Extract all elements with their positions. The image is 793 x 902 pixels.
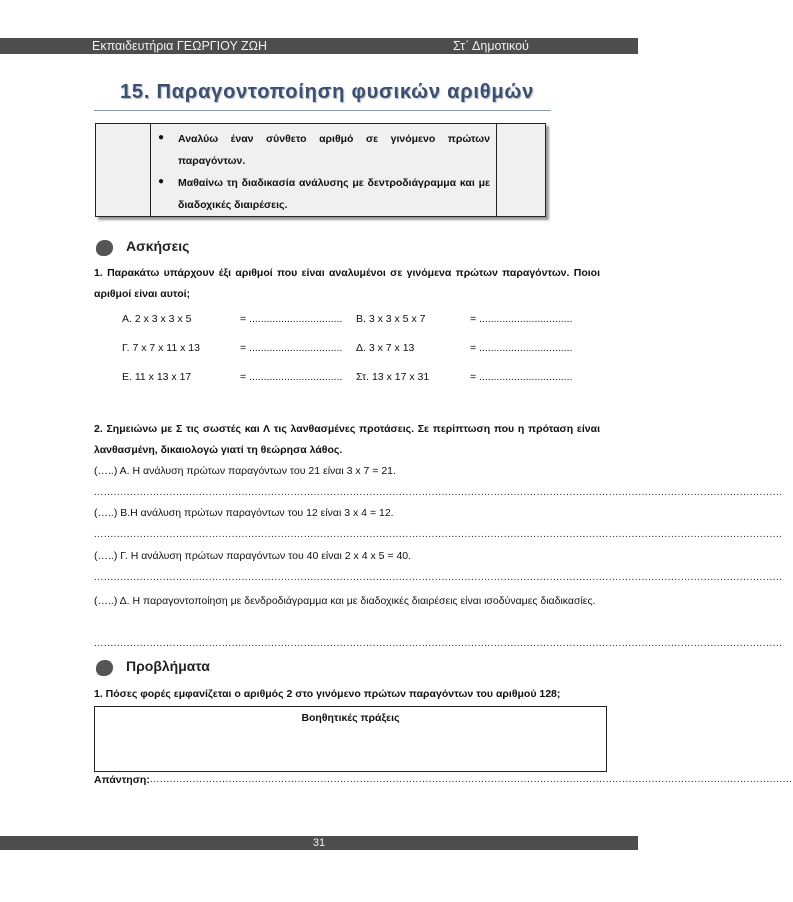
section-heading-exercises: Ασκήσεις (126, 238, 190, 254)
q1-item-answer[interactable]: = ................................ (470, 313, 573, 325)
q2-statement: (…..) Γ. Η ανάλυση πρώτων παραγόντων του 40 είναι 2 x 4 x 5 = 40. (94, 550, 412, 562)
helper-box-heading: Βοηθητικές πράξεις (301, 712, 400, 724)
q1-item-label: Δ. 3 x 7 x 13 (356, 342, 415, 354)
helper-calculations-box[interactable] (94, 706, 607, 772)
header-bar (0, 38, 638, 54)
q1-item-answer[interactable]: = ................................ (240, 313, 343, 325)
page-number: 31 (312, 837, 326, 849)
header-grade: Στ΄ Δημοτικού (453, 39, 529, 53)
answer-line[interactable]: .................................................................................................................................................................................................... (150, 774, 793, 785)
q2-statement: (…..) Δ. Η παραγοντοποίηση με δενδροδιάγραμμα και με διαδοχικές διαιρέσεις είναι ισοδύναμες διαδικασίες. (94, 595, 596, 607)
q1-item-label: Ε. 11 x 13 x 17 (122, 371, 192, 383)
goals-divider-left (150, 124, 151, 216)
q2-statement: (…..) Β.Η ανάλυση πρώτων παραγόντων του 12 είναι 3 x 4 = 12. (94, 507, 394, 519)
goal-item: Μαθαίνω τη διαδικασία ανάλυσης με δεντροδιάγραμμα και με διαδοχικές διαιρέσεις. (178, 177, 490, 211)
q1-item-answer[interactable]: = ................................ (240, 371, 343, 383)
q1-item-answer[interactable]: = ................................ (240, 342, 343, 354)
bullet-icon: ● (158, 132, 165, 143)
answer-line[interactable]: .................................................................................................................................................................................................................. (94, 529, 783, 540)
answer-line[interactable]: .................................................................................................................................................................................................................. (94, 487, 783, 498)
goals-divider-right (496, 124, 497, 216)
title-underline (94, 110, 551, 111)
answer-line[interactable]: .................................................................................................................................................................................................................. (94, 572, 783, 583)
q1-item-label: Α. 2 x 3 x 3 x 5 (122, 313, 192, 325)
section-blob-icon (96, 240, 113, 256)
q2-statement: (…..) Α. Η ανάλυση πρώτων παραγόντων του 21 είναι 3 x 7 = 21. (94, 465, 396, 477)
q1-item-label: Γ. 7 x 7 x 11 x 13 (122, 342, 200, 354)
q1-item-answer[interactable]: = ................................ (470, 342, 573, 354)
bullet-icon: ● (158, 176, 165, 187)
question-2: 2. Σημειώνω με Σ τις σωστές και Λ τις λανθασμένες προτάσεις. Σε περίπτωση που η πρόταση είναι λανθασμένη, δικαιολογώ γιατί τη θεώρησα λάθος. (94, 423, 600, 456)
section-heading-problems: Προβλήματα (126, 658, 210, 674)
problem-1: 1. Πόσες φορές εμφανίζεται ο αριθμός 2 στο γινόμενο πρώτων παραγόντων του αριθμού 128; (94, 688, 561, 700)
section-blob-icon (96, 660, 113, 676)
q1-item-label: Β. 3 x 3 x 5 x 7 (356, 313, 426, 325)
answer-line[interactable]: .................................................................................................................................................................................................................. (94, 638, 783, 649)
goals-box (95, 123, 546, 217)
goal-item: Αναλύω έναν σύνθετο αριθμό σε γινόμενο πρώτων παραγόντων. (178, 133, 490, 167)
q1-item-label: Στ. 13 x 17 x 31 (356, 371, 430, 383)
answer-label: Απάντηση: (94, 774, 150, 786)
page-title: 15. Παραγοντοποίηση φυσικών αριθμών (120, 81, 534, 103)
header-school: Εκπαιδευτήρια ΓΕΩΡΓΙΟΥ ΖΩΗ (92, 39, 268, 53)
footer-bar (0, 836, 638, 850)
question-1: 1. Παρακάτω υπάρχουν έξι αριθμοί που είναι αναλυμένοι σε γινόμενα πρώτων παραγόντων. Ποιοι αριθμοί είναι αυτοί; (94, 267, 600, 300)
q1-item-answer[interactable]: = ................................ (470, 371, 573, 383)
